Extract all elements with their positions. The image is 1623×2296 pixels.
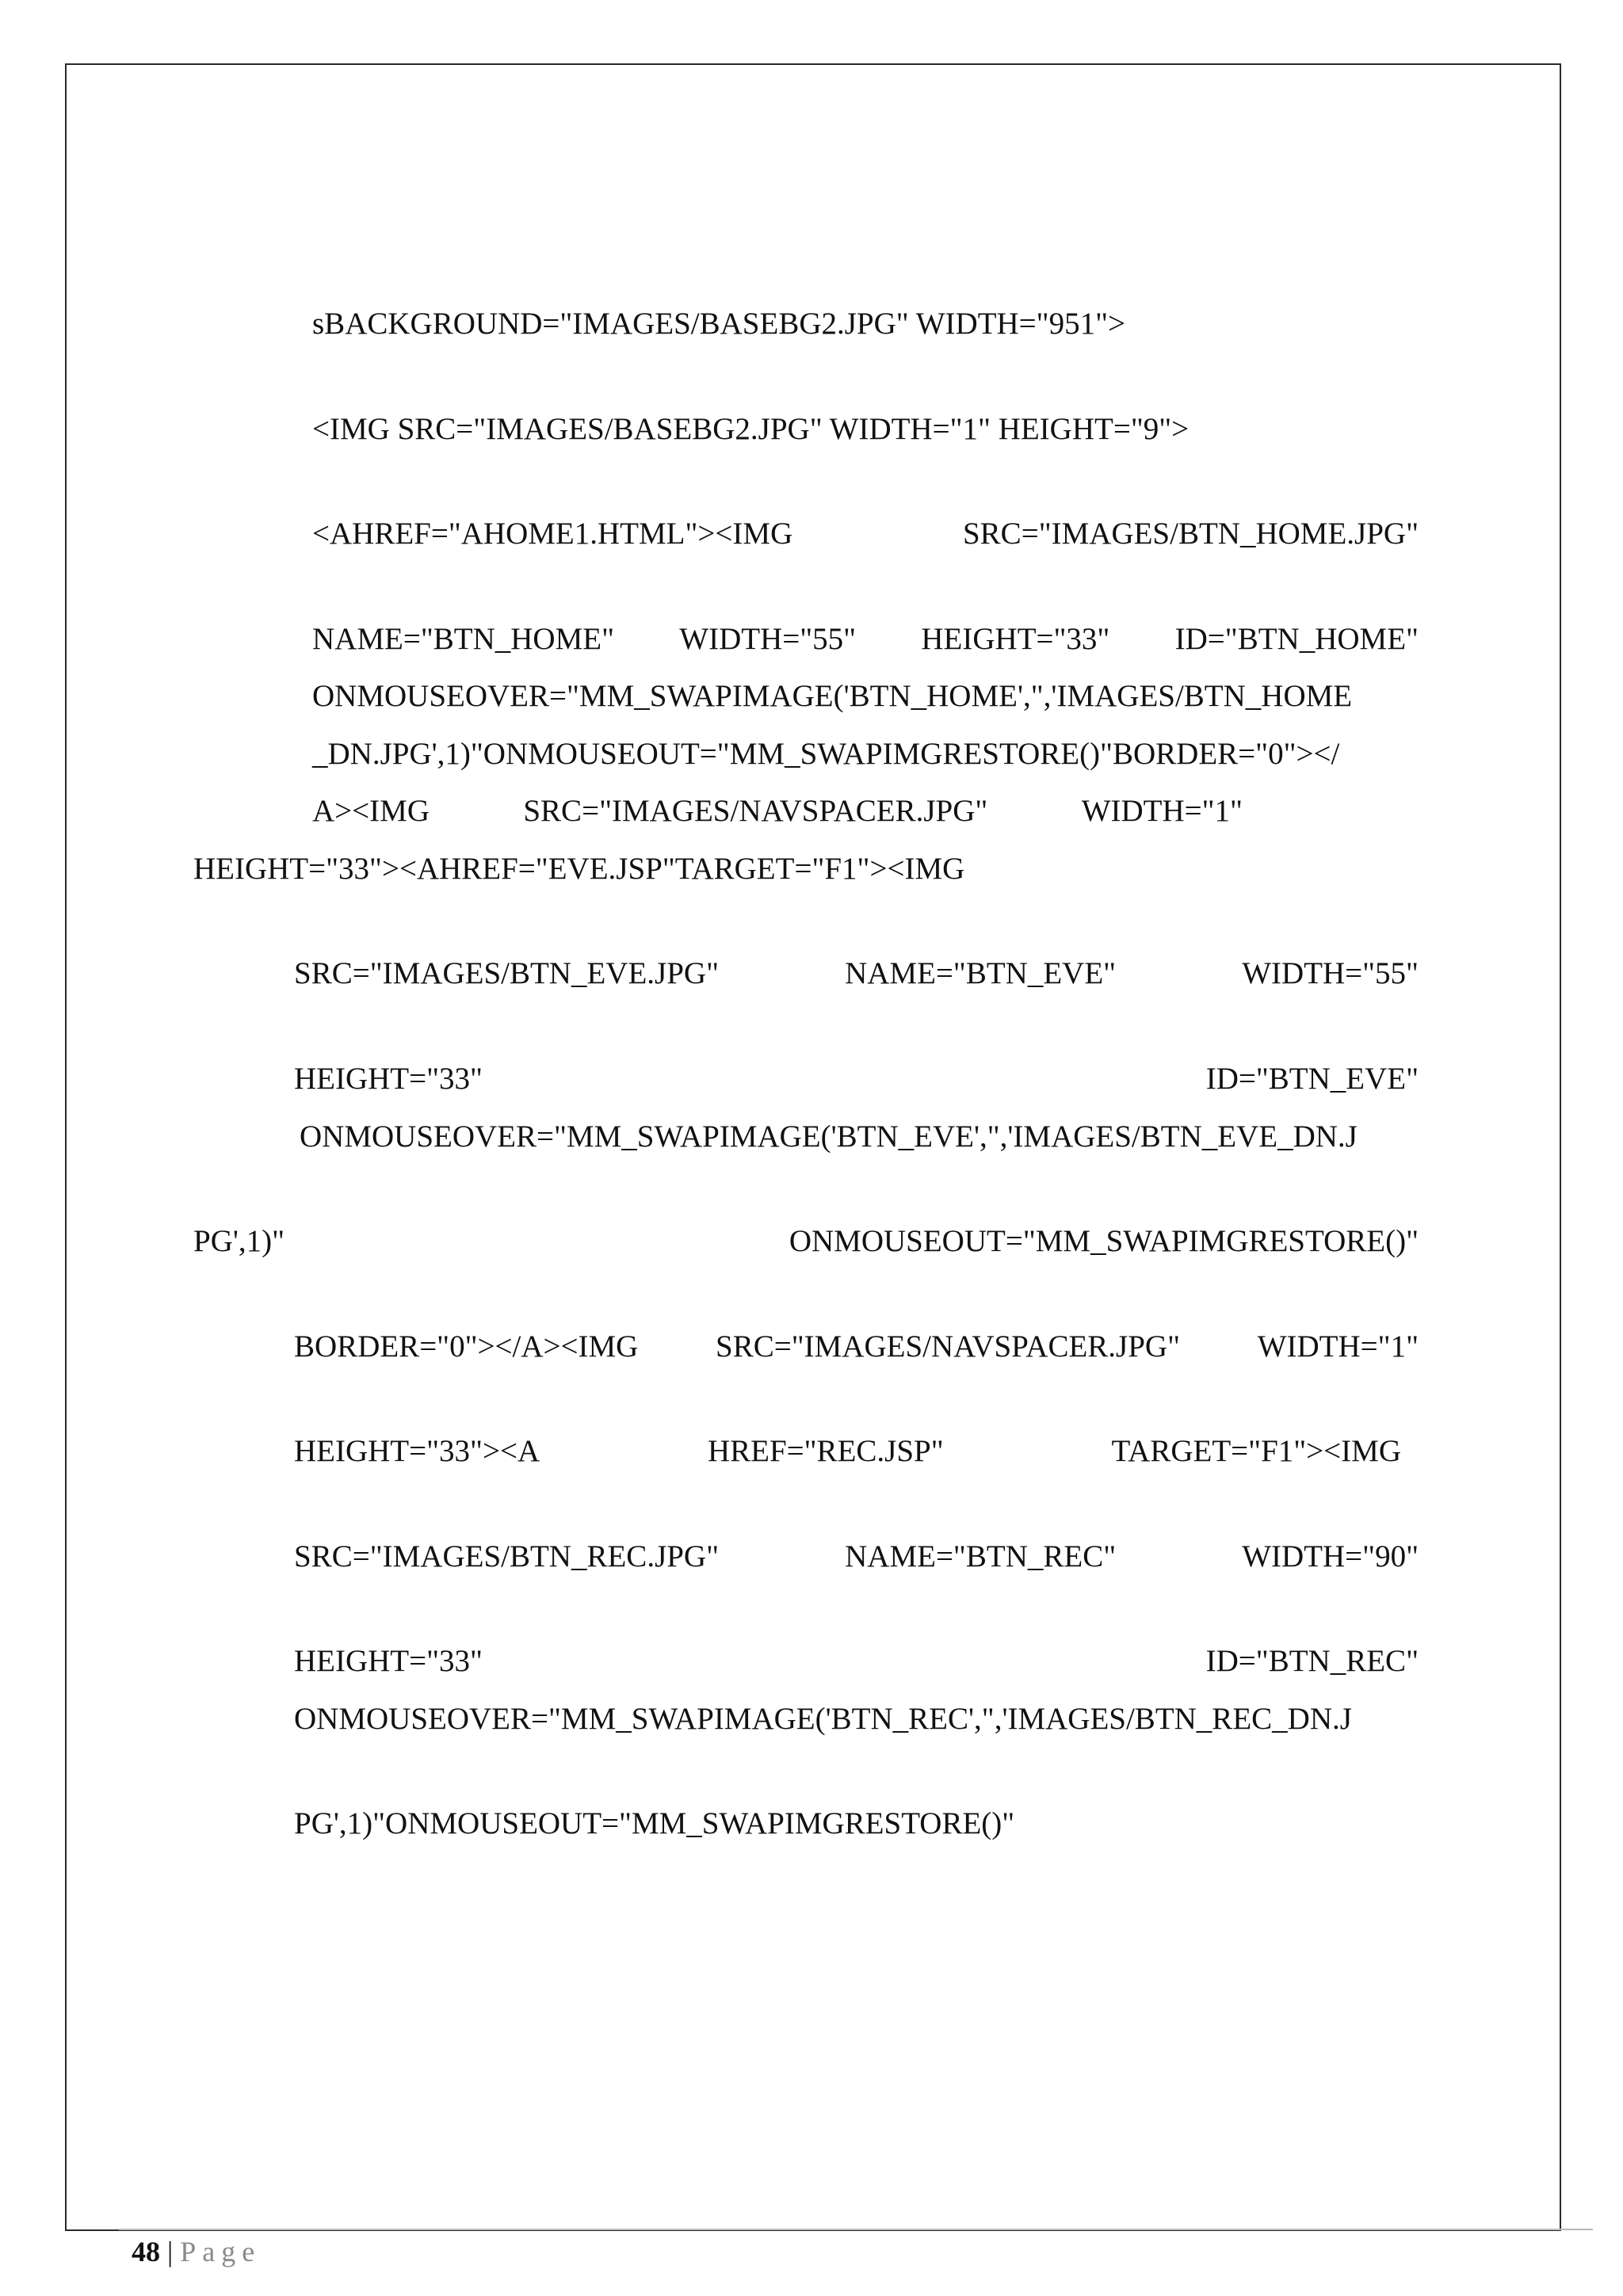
code-token: ONMOUSEOVER="MM_SWAPIMAGE('BTN_HOME',",'IMAGES/BTN_HOME <box>312 679 1353 713</box>
code-token: HEIGHT="33" <box>921 622 1110 656</box>
code-token: HEIGHT="33" <box>294 1644 483 1678</box>
code-line <box>193 850 964 888</box>
code-token: SRC="IMAGES/NAVSPACER.JPG" <box>716 1329 1180 1363</box>
code-token: HEIGHT="33"><AHREF="EVE.JSP"TARGET="F1"><IMG <box>193 852 965 886</box>
code-token: SRC="IMAGES/BTN_EVE.JPG" <box>294 956 719 990</box>
page-footer <box>132 2233 261 2271</box>
code-line <box>312 735 1339 773</box>
code-line <box>294 1805 1014 1843</box>
footer-separator: | <box>160 2236 181 2267</box>
code-token: SRC="IMAGES/BTN_REC.JPG" <box>294 1539 720 1573</box>
code-token: ID="BTN_REC" <box>1205 1644 1419 1678</box>
footer-rule <box>119 2229 1593 2230</box>
code-token: SRC="IMAGES/BTN_HOME.JPG" <box>962 517 1419 551</box>
code-line <box>294 1060 1419 1098</box>
code-line <box>193 1222 1419 1261</box>
code-token: WIDTH="1" <box>1257 1329 1419 1363</box>
code-line <box>294 955 1419 993</box>
code-token: <AHREF="AHOME1.HTML"><IMG <box>312 517 793 551</box>
code-token: HEIGHT="33" <box>294 1062 483 1096</box>
code-token: NAME="BTN_EVE" <box>845 956 1117 990</box>
code-token: ONMOUSEOUT="MM_SWAPIMGRESTORE()" <box>789 1224 1419 1258</box>
code-token: BORDER="0"></A><IMG <box>294 1329 639 1363</box>
code-token: WIDTH="55" <box>1242 956 1419 990</box>
code-token: ONMOUSEOVER="MM_SWAPIMAGE('BTN_EVE',",'IMAGES/BTN_EVE_DN.J <box>300 1119 1358 1154</box>
code-token: SRC="IMAGES/NAVSPACER.JPG" <box>523 794 988 828</box>
code-line <box>294 1700 1352 1738</box>
code-token: PG',1)"ONMOUSEOUT="MM_SWAPIMGRESTORE()" <box>294 1806 1015 1840</box>
code-token: ONMOUSEOVER="MM_SWAPIMAGE('BTN_REC',",'IMAGES/BTN_REC_DN.J <box>294 1702 1352 1736</box>
code-token: NAME="BTN_REC" <box>845 1539 1117 1573</box>
code-token: TARGET="F1"><IMG <box>1111 1434 1401 1468</box>
code-token: NAME="BTN_HOME" <box>312 622 614 656</box>
code-token: ID="BTN_EVE" <box>1205 1062 1419 1096</box>
code-token: WIDTH="90" <box>1242 1539 1419 1573</box>
code-token: _DN.JPG',1)"ONMOUSEOUT="MM_SWAPIMGRESTORE()"BORDER="0"></ <box>312 737 1340 771</box>
code-token: <IMG SRC="IMAGES/BASEBG2.JPG" WIDTH="1" HEIGHT="9"> <box>312 412 1190 446</box>
code-line <box>312 305 1125 343</box>
code-token: WIDTH="1" <box>1081 794 1243 828</box>
page-label: Page <box>180 2236 262 2267</box>
code-line <box>312 410 1189 448</box>
code-token: WIDTH="55" <box>679 622 857 656</box>
code-token: HREF="REC.JSP" <box>707 1434 944 1468</box>
code-token: HEIGHT="33"><A <box>294 1434 540 1468</box>
code-line <box>300 1118 1358 1156</box>
code-token: A><IMG <box>312 794 430 828</box>
code-line <box>294 1642 1419 1680</box>
code-token: sBACKGROUND="IMAGES/BASEBG2.JPG" WIDTH="951"> <box>312 307 1126 341</box>
code-line <box>312 620 1419 658</box>
code-line <box>312 792 1243 830</box>
code-line <box>294 1538 1419 1576</box>
code-line <box>312 677 1352 715</box>
code-token: ID="BTN_HOME" <box>1174 622 1419 656</box>
code-token: PG',1)" <box>193 1224 285 1258</box>
code-line <box>294 1328 1419 1366</box>
page-number: 48 <box>132 2236 160 2267</box>
code-line <box>294 1432 1401 1470</box>
code-line <box>312 515 1419 553</box>
